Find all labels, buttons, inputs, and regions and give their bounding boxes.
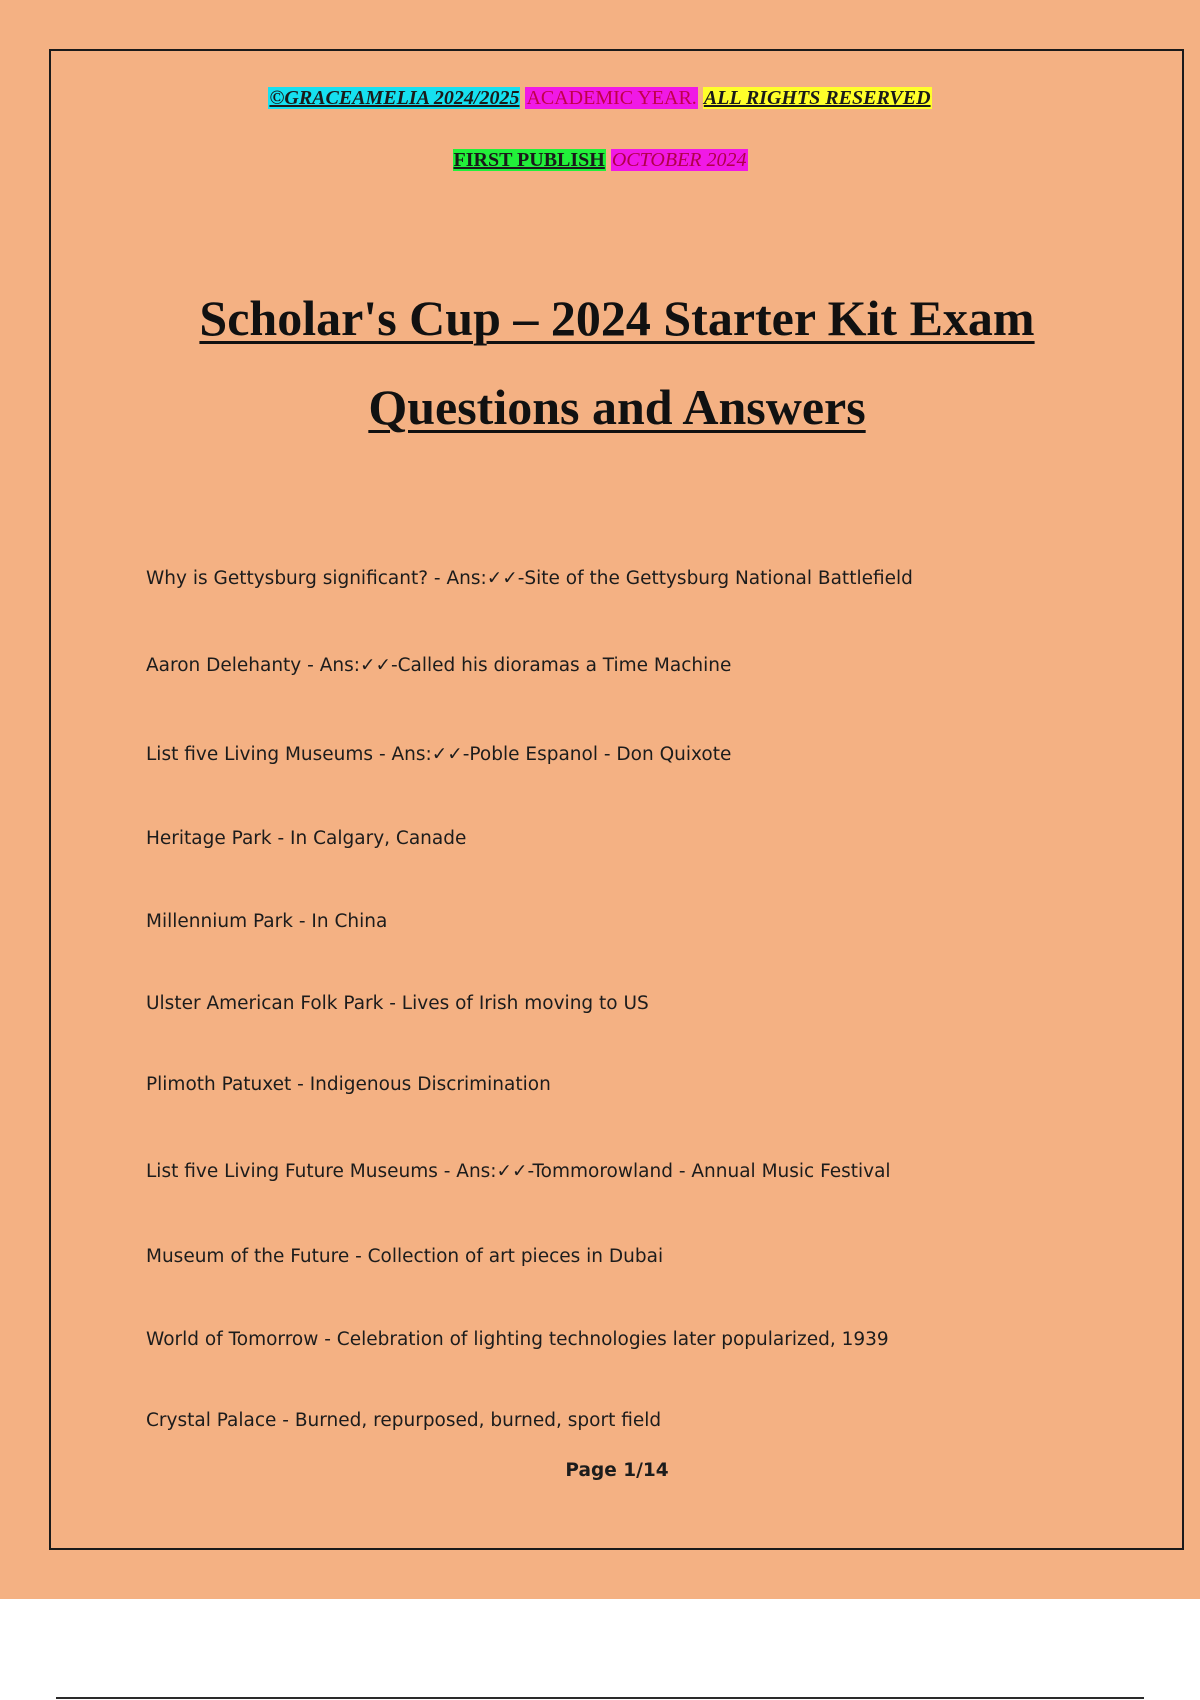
page-number: Page 1/14	[565, 1460, 669, 1481]
document-title-line-1: Scholar's Cup – 2024 Starter Kit Exam	[199, 290, 1035, 346]
qa-item: Crystal Palace - Burned, repurposed, burned, sport field	[146, 1410, 662, 1431]
page-border	[49, 49, 1184, 1550]
qa-item: Aaron Delehanty - Ans:✓✓-Called his dioramas a Time Machine	[146, 655, 732, 676]
qa-item: Millennium Park - In China	[146, 911, 388, 932]
qa-item: List five Living Museums - Ans:✓✓-Poble Espanol - Don Quixote	[146, 744, 732, 765]
qa-item: Plimoth Patuxet - Indigenous Discrimination	[146, 1074, 551, 1095]
document-title-line-2: Questions and Answers	[368, 379, 866, 435]
qa-item: Ulster American Folk Park - Lives of Irish moving to US	[146, 993, 649, 1014]
publish-date-highlight: OCTOBER 2024	[611, 149, 747, 171]
publish-line	[0, 148, 1200, 172]
qa-item: Why is Gettysburg significant? - Ans:✓✓-Site of the Gettysburg National Battlefield	[146, 568, 913, 589]
qa-item: List five Living Future Museums - Ans:✓✓-Tommorowland - Annual Music Festival	[146, 1161, 891, 1182]
academic-year-highlight: ACADEMIC YEAR.	[526, 87, 697, 109]
first-publish-highlight: FIRST PUBLISH	[453, 149, 605, 171]
qa-item: World of Tomorrow - Celebration of lighting technologies later popularized, 1939	[146, 1329, 889, 1350]
copyright-line	[0, 86, 1200, 110]
copyright-highlight: ©GRACEAMELIA 2024/2025	[269, 87, 520, 109]
qa-item: Heritage Park - In Calgary, Canade	[146, 828, 467, 849]
qa-item: Museum of the Future - Collection of art pieces in Dubai	[146, 1246, 664, 1267]
rights-reserved-highlight: ALL RIGHTS RESERVED	[703, 87, 931, 109]
next-page-rule	[56, 1697, 1144, 1699]
